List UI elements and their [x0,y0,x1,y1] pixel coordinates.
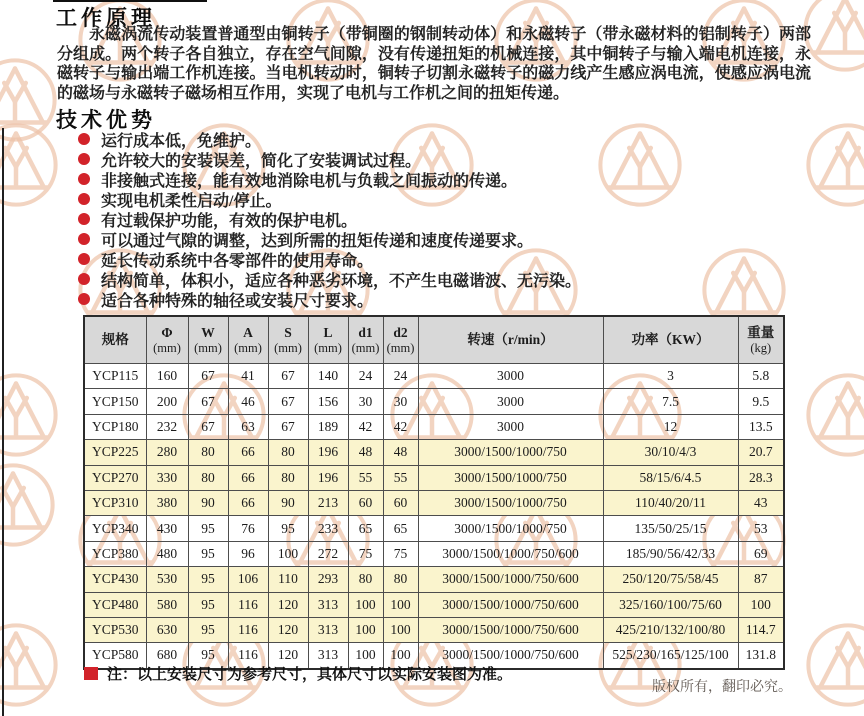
value-cell: 24 [348,364,383,389]
header-label: A [243,325,253,340]
value-cell: 65 [383,516,418,541]
advantage-item [78,289,581,309]
value-cell: 75 [348,541,383,566]
value-cell: 42 [348,414,383,439]
value-cell: 95 [188,516,228,541]
red-bullet-dot [78,253,90,265]
value-cell: 95 [188,643,228,669]
working-principle-paragraph: 永磁涡流传动装置普通型由铜转子（带铜圈的钢制转动体）和永磁转子（带永磁材料的铝制转子）两部分组成。两个转子各自独立，存在空气间隙，没有传递扭矩的机械连接，其中铜转子与输入端电机连接，永磁转子与输出端工作机连接。当电机转动时，铜转子切割永磁转子的磁力线产生感应涡电流，使感应涡电流的磁场与永磁转子磁场相互作用，实现了电机与工作机之间的扭矩传递。 [57,26,811,102]
column-header [228,316,268,364]
column-header [383,316,418,364]
value-cell: 80 [188,465,228,490]
value-cell: 480 [146,541,188,566]
value-cell: 3000/1500/1000/750 [418,440,603,465]
value-cell: 90 [188,490,228,515]
advantage-item [78,189,581,209]
value-cell: 110/40/20/11 [603,490,738,515]
value-cell: 3000/1500/1000/750/600 [418,567,603,592]
value-cell: 67 [268,414,308,439]
advantage-text: 有过载保护功能，有效的保护电机。 [101,212,358,230]
table-row [84,414,784,439]
value-cell: 60 [348,490,383,515]
advantage-item [78,249,581,269]
value-cell: 100 [268,541,308,566]
section-title-technical-advantages: 技术优势 [56,109,156,132]
table-row [84,516,784,541]
value-cell: 3000 [418,414,603,439]
table-row [84,567,784,592]
value-cell: 189 [308,414,348,439]
model-cell: YCP580 [84,643,146,669]
value-cell: 116 [228,592,268,617]
column-header [348,316,383,364]
advantage-text: 结构简单，体积小，适应各种恶劣环境，不产生电磁谐波、无污染。 [101,272,582,290]
value-cell: 3000 [418,364,603,389]
value-cell: 58/15/6/4.5 [603,465,738,490]
value-cell: 76 [228,516,268,541]
value-cell: 120 [268,617,308,642]
value-cell: 69 [738,541,784,566]
value-cell: 75 [383,541,418,566]
advantage-text: 适合各种特殊的轴径或安装尺寸要求。 [101,292,374,310]
value-cell: 313 [308,617,348,642]
value-cell: 55 [383,465,418,490]
value-cell: 20.7 [738,440,784,465]
value-cell: 80 [268,440,308,465]
value-cell: 120 [268,643,308,669]
value-cell: 525/230/165/125/100 [603,643,738,669]
value-cell: 330 [146,465,188,490]
value-cell: 43 [738,490,784,515]
value-cell: 5.8 [738,364,784,389]
table-row [84,465,784,490]
table-row [84,592,784,617]
value-cell: 67 [188,389,228,414]
value-cell: 380 [146,490,188,515]
header-unit: (kg) [750,341,772,355]
model-cell: YCP180 [84,414,146,439]
value-cell: 48 [348,440,383,465]
note-line [84,663,512,684]
advantage-list [78,129,581,309]
column-header [84,316,146,364]
advantage-item [78,209,581,229]
value-cell: 196 [308,440,348,465]
value-cell: 3000 [418,389,603,414]
model-cell: YCP225 [84,440,146,465]
value-cell: 3 [603,364,738,389]
header-unit: (mm) [234,341,262,355]
value-cell: 325/160/100/75/60 [603,592,738,617]
value-cell: 24 [383,364,418,389]
advantage-item [78,169,581,189]
value-cell: 131.8 [738,643,784,669]
value-cell: 425/210/132/100/80 [603,617,738,642]
value-cell: 80 [383,567,418,592]
value-cell: 55 [348,465,383,490]
header-label: 转速（r/min） [467,332,554,347]
red-bullet-dot [78,213,90,225]
value-cell: 3000/1500/1000/750/600 [418,592,603,617]
value-cell: 630 [146,617,188,642]
column-header [738,316,784,364]
table-row [84,364,784,389]
model-cell: YCP480 [84,592,146,617]
value-cell: 80 [348,567,383,592]
value-cell: 580 [146,592,188,617]
value-cell: 213 [308,490,348,515]
table-row [84,389,784,414]
header-label: L [323,325,333,340]
header-label: Φ [161,325,173,340]
header-unit: (mm) [351,341,380,355]
value-cell: 96 [228,541,268,566]
value-cell: 100 [348,643,383,669]
value-cell: 680 [146,643,188,669]
model-cell: YCP310 [84,490,146,515]
value-cell: 63 [228,414,268,439]
value-cell: 3000/1500/1000/750/600 [418,617,603,642]
value-cell: 196 [308,465,348,490]
value-cell: 100 [738,592,784,617]
value-cell: 95 [188,617,228,642]
value-cell: 46 [228,389,268,414]
column-header [188,316,228,364]
column-header [418,316,603,364]
header-label: 规格 [101,332,129,347]
value-cell: 232 [146,414,188,439]
value-cell: 67 [268,389,308,414]
value-cell: 110 [268,567,308,592]
value-cell: 28.3 [738,465,784,490]
advantage-item [78,269,581,289]
value-cell: 3000/1500/1000/750/600 [418,541,603,566]
value-cell: 140 [308,364,348,389]
value-cell: 280 [146,440,188,465]
header-label: d1 [358,325,373,340]
value-cell: 530 [146,567,188,592]
table-row [84,617,784,642]
value-cell: 12 [603,414,738,439]
red-bullet-dot [78,153,90,165]
value-cell: 95 [188,592,228,617]
value-cell: 160 [146,364,188,389]
column-header [146,316,188,364]
value-cell: 95 [188,567,228,592]
advantage-item [78,149,581,169]
header-label: W [201,325,215,340]
header-label: 重量 [747,325,775,340]
red-bullet-dot [78,133,90,145]
value-cell: 116 [228,643,268,669]
model-cell: YCP380 [84,541,146,566]
value-cell: 313 [308,643,348,669]
value-cell: 233 [308,516,348,541]
value-cell: 185/90/56/42/33 [603,541,738,566]
advantage-text: 允许较大的安装误差，简化了安装调试过程。 [101,152,422,170]
value-cell: 114.7 [738,617,784,642]
header-unit: (mm) [274,341,302,355]
value-cell: 95 [268,516,308,541]
column-header [308,316,348,364]
value-cell: 116 [228,617,268,642]
advantage-text: 可以通过气隙的调整，达到所需的扭矩传递和速度传递要求。 [101,232,534,250]
value-cell: 100 [348,592,383,617]
table-row [84,490,784,515]
value-cell: 9.5 [738,389,784,414]
value-cell: 90 [268,490,308,515]
value-cell: 7.5 [603,389,738,414]
section-title-working-principle: 工作原理 [56,7,156,30]
page-edge-line [2,128,4,716]
value-cell: 48 [383,440,418,465]
value-cell: 95 [188,541,228,566]
header-unit: (mm) [386,341,415,355]
value-cell: 135/50/25/15 [603,516,738,541]
advantage-text: 延长传动系统中各零部件的使用寿命。 [101,252,374,270]
model-cell: YCP430 [84,567,146,592]
value-cell: 100 [348,617,383,642]
red-bullet-dot [78,273,90,285]
value-cell: 3000/1500/1000/750 [418,490,603,515]
value-cell: 272 [308,541,348,566]
value-cell: 66 [228,490,268,515]
value-cell: 200 [146,389,188,414]
model-cell: YCP270 [84,465,146,490]
value-cell: 3000/1500/1000/750 [418,516,603,541]
table-row [84,440,784,465]
value-cell: 156 [308,389,348,414]
model-cell: YCP150 [84,389,146,414]
value-cell: 250/120/75/58/45 [603,567,738,592]
value-cell: 120 [268,592,308,617]
value-cell: 65 [348,516,383,541]
spec-table [83,315,785,670]
note-text: 注：以上安装尺寸为参考尺寸，具体尺寸以实际安装图为准。 [107,667,513,683]
value-cell: 3000/1500/1000/750 [418,465,603,490]
value-cell: 80 [268,465,308,490]
column-header [603,316,738,364]
value-cell: 106 [228,567,268,592]
value-cell: 67 [188,414,228,439]
value-cell: 30 [348,389,383,414]
advantage-item [78,129,581,149]
value-cell: 100 [383,617,418,642]
header-label: S [284,325,292,340]
value-cell: 66 [228,440,268,465]
value-cell: 430 [146,516,188,541]
value-cell: 67 [188,364,228,389]
header-unit: (mm) [153,341,181,355]
advantage-text: 运行成本低，免维护。 [101,132,262,150]
value-cell: 66 [228,465,268,490]
copyright-text: 版权所有，翻印必究。 [652,680,792,695]
red-note-square [84,667,98,680]
header-label: 功率（KW） [631,332,710,347]
value-cell: 60 [383,490,418,515]
value-cell: 100 [383,643,418,669]
header-unit: (mm) [314,341,342,355]
red-bullet-dot [78,293,90,305]
header-label: d2 [393,325,408,340]
model-cell: YCP530 [84,617,146,642]
red-bullet-dot [78,173,90,185]
value-cell: 30 [383,389,418,414]
value-cell: 67 [268,364,308,389]
red-bullet-dot [78,193,90,205]
model-cell: YCP115 [84,364,146,389]
value-cell: 3000/1500/1000/750/600 [418,643,603,669]
advantage-item [78,229,581,249]
advantage-text: 非接触式连接，能有效地消除电机与负载之间振动的传递。 [101,172,518,190]
value-cell: 42 [383,414,418,439]
value-cell: 293 [308,567,348,592]
value-cell: 80 [188,440,228,465]
header-unit: (mm) [194,341,222,355]
value-cell: 100 [383,592,418,617]
value-cell: 41 [228,364,268,389]
value-cell: 313 [308,592,348,617]
value-cell: 53 [738,516,784,541]
advantage-text: 实现电机柔性启动/停止。 [101,192,282,210]
value-cell: 87 [738,567,784,592]
column-header [268,316,308,364]
value-cell: 30/10/4/3 [603,440,738,465]
spec-table-header [84,316,784,364]
model-cell: YCP340 [84,516,146,541]
value-cell: 13.5 [738,414,784,439]
table-row [84,541,784,566]
red-bullet-dot [78,233,90,245]
